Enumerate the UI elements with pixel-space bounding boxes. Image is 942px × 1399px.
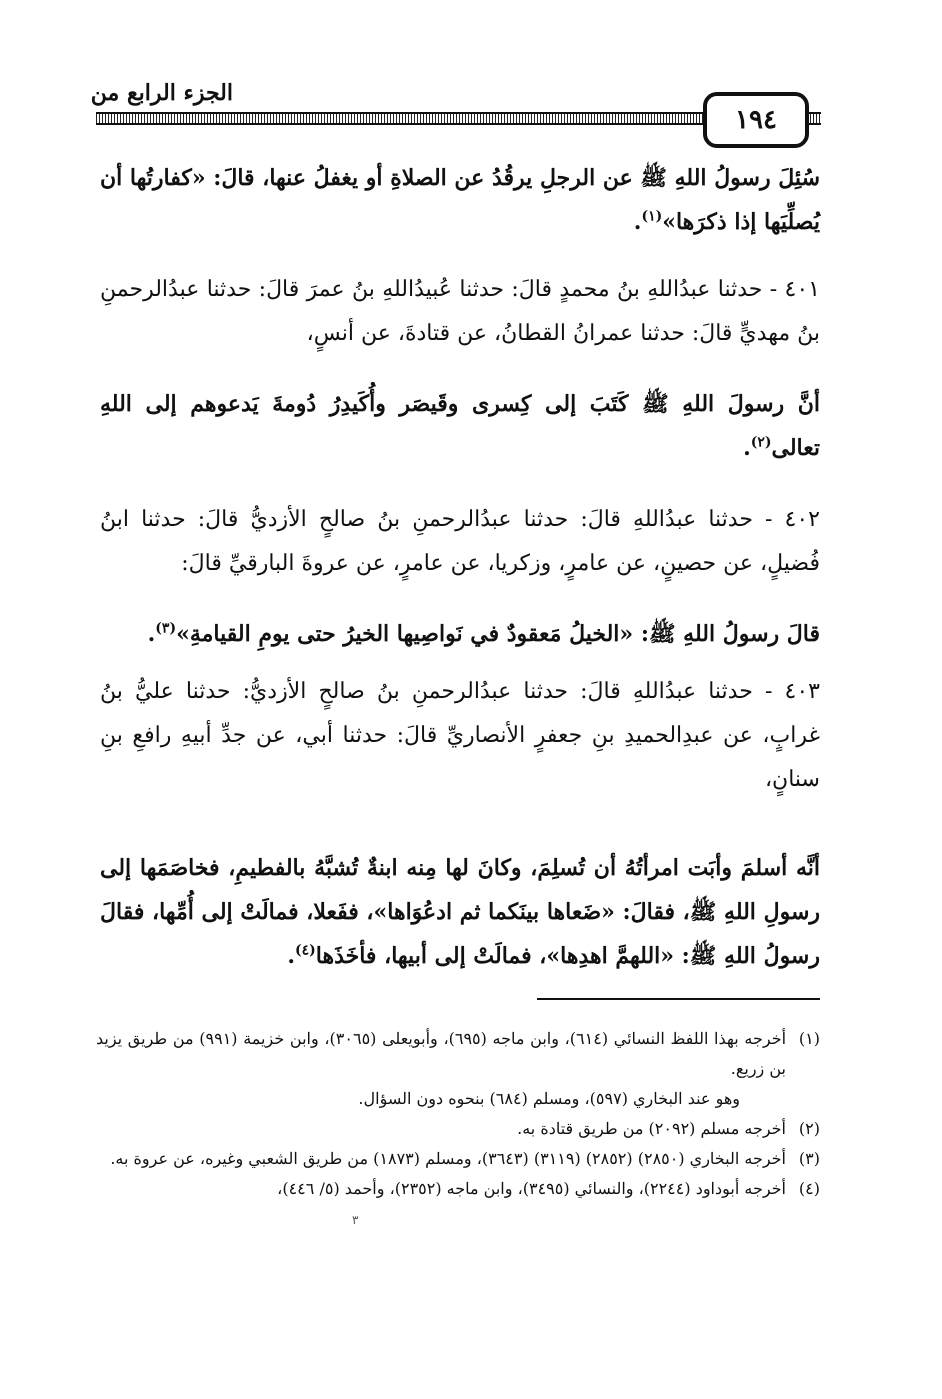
footnote-item bbox=[96, 1144, 820, 1174]
footnote-text: أخرجه مسلم (٢٠٩٢) من طريق قتادة به. bbox=[517, 1119, 786, 1138]
hadith-text: سُئِلَ رسولُ اللهِ ﷺ عن الرجلِ يرقُدُ عن الصلاةِ أو يغفلُ عنها، قالَ: «كفارتُها أن يُصلِّيَها إذا ذكرَها»$^{(١)}$. bbox=[100, 165, 820, 235]
page-header bbox=[90, 80, 821, 154]
hadith-text: أنَّ رسولَ اللهِ ﷺ كَتَبَ إلى كِسرى وقَيصَر وأُكَيدِرُ دُومةَ يَدعوهم إلى اللهِ تعالى$^{(٢)}$. bbox=[100, 391, 820, 461]
footnote-number: (٤) bbox=[798, 1179, 820, 1198]
footnote-text: أخرجه أبوداود (٢٢٤٤)، والنسائي (٣٤٩٥)، وابن ماجه (٢٣٥٢)، وأحمد (٥/ ٤٤٦)، bbox=[277, 1179, 786, 1198]
footnote-item bbox=[96, 1024, 820, 1084]
footnote-item bbox=[96, 1174, 820, 1204]
page-number: ١٩٤ bbox=[703, 92, 809, 148]
isnad-401: ٤٠١ - حدثنا عبدُاللهِ بنُ محمدٍ قالَ: حدثنا عُبيدُاللهِ بنُ عمرَ قالَ: حدثنا عبدُالرحمنِ بنُ مهديٍّ قالَ: حدثنا عمرانُ القطانُ، عن قتادةَ، عن أنسٍ، bbox=[100, 277, 820, 346]
footnote-item bbox=[96, 1084, 820, 1114]
hadith-text: قالَ رسولُ اللهِ ﷺ: «الخيلُ مَعقودٌ في نَواصِيها الخيرُ حتى يومِ القيامةِ»$^{(٣)}$. bbox=[147, 620, 820, 647]
footnote-ref: (٣) bbox=[155, 620, 177, 637]
isnad-403: ٤٠٣ - حدثنا عبدُاللهِ قالَ: حدثنا عبدُالرحمنِ بنُ صالحٍ الأزديُّ: حدثنا عليُّ بنُ غرابٍ، عن عبدِالحميدِ بنِ جعفرٍ الأنصاريِّ قالَ: حدثنا أبي، عن جدِّ أبيهِ رافعِ بنِ سنانٍ، bbox=[100, 679, 820, 792]
footnote-ref: (٤) bbox=[295, 942, 316, 959]
footnote-number: (٣) bbox=[798, 1149, 820, 1168]
footnote-text: أخرجه بهذا اللفظ النسائي (٦١٤)، وابن ماجه (٦٩٥)، وأبويعلى (٣٠٦٥)، وابن خزيمة (٩٩١) من طريق يزيد بن زريع. bbox=[96, 1029, 787, 1078]
footnote-text: أخرجه البخاري (٢٨٥٠) (٢٨٥٢) (٣١١٩) (٣٦٤٣)، ومسلم (١٨٧٣) من طريق الشعبي وغيره، عن عروة به. bbox=[110, 1149, 786, 1168]
footnote-ref: (٢) bbox=[750, 434, 772, 451]
footnote-item bbox=[96, 1114, 820, 1144]
hadith-text: أنَّه أسلمَ وأبَت امرأتُهُ أن تُسلِمَ، وكانَ لها مِنه ابنةٌ تُشبَّهُ بالفطيمِ، فخاصَمَها إلى رسولِ اللهِ ﷺ، فقالَ: «ضَعاها بينَكما ثم ادعُوَاها»، ففَعلا، فمالَتْ إلى أُمِّها، فقالَ رسولُ اللهِ ﷺ: «اللهمَّ اهدِها»، فمالَتْ إلى أبيها، فأخَذَها$^{(٤)}$. bbox=[100, 855, 820, 969]
running-title: الجزء الرابع من bbox=[90, 80, 233, 106]
stray-mark: ٣ bbox=[352, 1213, 359, 1227]
isnad-402: ٤٠٢ - حدثنا عبدُاللهِ قالَ: حدثنا عبدُالرحمنِ بنُ صالحٍ الأزديُّ قالَ: حدثنا ابنُ فُضيلٍ، عن حصينٍ، عن عامرٍ، وزكريا، عن عامرٍ، عن عروةَ البارقيِّ قالَ: bbox=[100, 507, 820, 576]
footnote-number: (٢) bbox=[798, 1119, 820, 1138]
footnote-ref: (١) bbox=[641, 208, 663, 225]
footnote-separator bbox=[537, 998, 820, 1000]
footnote-number: (١) bbox=[798, 1029, 820, 1048]
footnote-text: وهو عند البخاري (٥٩٧)، ومسلم (٦٨٤) بنحوه دون السؤال. bbox=[358, 1089, 740, 1108]
footnotes bbox=[96, 1024, 820, 1204]
